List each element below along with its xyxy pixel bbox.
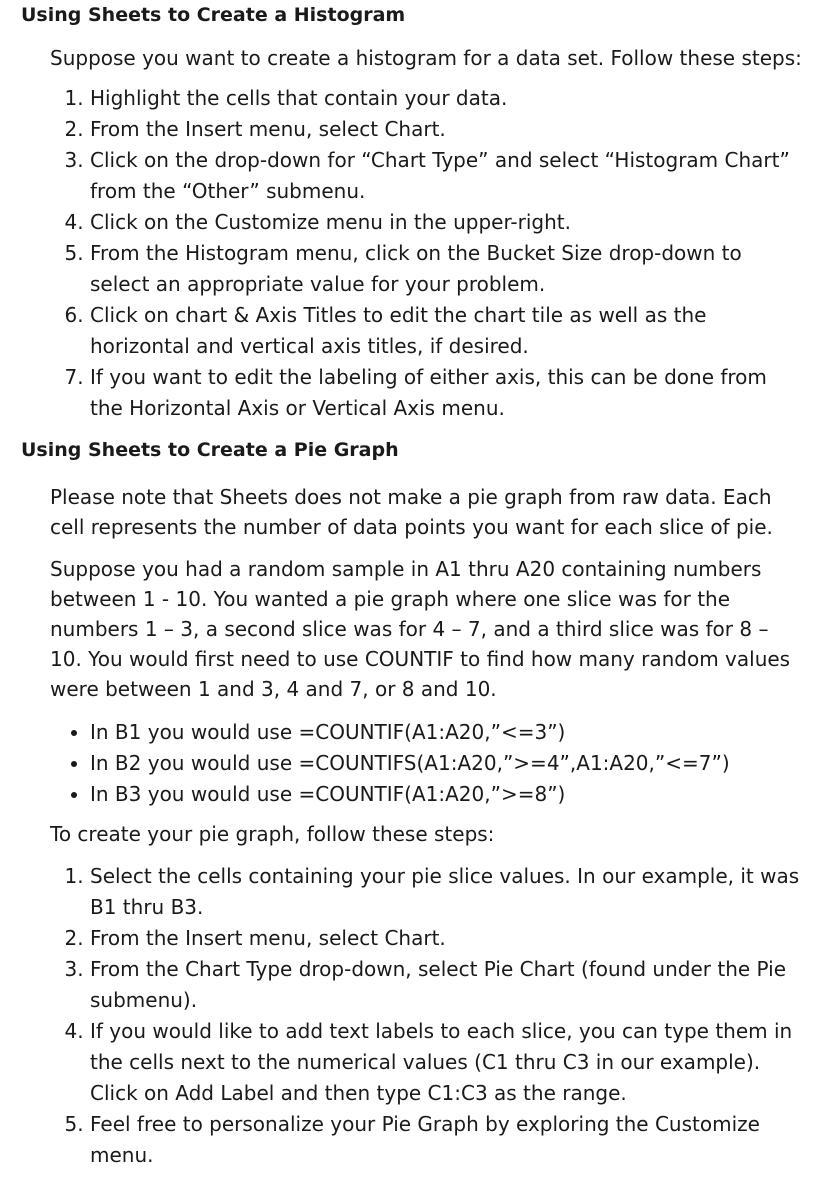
- histogram-step-4: 4. Click on the Customize menu in the upper-right.: [90, 207, 806, 238]
- pie-step-2: 2. From the Insert menu, select Chart.: [90, 923, 806, 954]
- histogram-step-3: 3. Click on the drop-down for “Chart Type” and select “Histogram Chart” from the “Other” submenu.: [90, 145, 806, 207]
- histogram-step-6: 6. Click on chart & Axis Titles to edit the chart tile as well as the horizontal and vertical axis titles, if desired.: [90, 300, 806, 362]
- formula-b1: • In B1 you would use =COUNTIF(A1:A20,”<=3”): [90, 717, 806, 748]
- pie-heading: Using Sheets to Create a Pie Graph: [21, 439, 399, 461]
- formula-b2: • In B2 you would use =COUNTIFS(A1:A20,”>=4”,A1:A20,”<=7”): [90, 748, 806, 779]
- pie-step-4: 4. If you would like to add text labels to each slice, you can type them in the cells next to the numerical values (C1 thru C3 in our example). Click on Add Label and then type C1:C3 as the range.: [90, 1016, 806, 1109]
- countif-formula-list: [50, 717, 806, 810]
- histogram-heading: Using Sheets to Create a Histogram: [21, 4, 406, 26]
- pie-note: Please note that Sheets does not make a pie graph from raw data. Each cell represents the number of data points you want for each slice of pie.: [50, 485, 773, 539]
- pie-step-3: 3. From the Chart Type drop-down, select Pie Chart (found under the Pie submenu).: [90, 954, 806, 1016]
- pie-steps-list: [50, 861, 806, 1171]
- histogram-step-1: 1. Highlight the cells that contain your data.: [90, 83, 806, 114]
- histogram-step-5: 5. From the Histogram menu, click on the Bucket Size drop-down to select an appropriate value for your problem.: [90, 238, 806, 300]
- pie-step-5: 5. Feel free to personalize your Pie Graph by exploring the Customize menu.: [90, 1109, 806, 1171]
- formula-b3: • In B3 you would use =COUNTIF(A1:A20,”>=8”): [90, 779, 806, 810]
- pie-step-1: 1. Select the cells containing your pie slice values. In our example, it was B1 thru B3.: [90, 861, 806, 923]
- pie-sample-description: Suppose you had a random sample in A1 thru A20 containing numbers between 1 - 10. You wanted a pie graph where one slice was for the numbers 1 – 3, a second slice was for 4 – 7, and a third slice was for 8 – 10. You would first need to use COUNTIF to find how many random values were between 1 and 3, 4 and 7, or 8 and 10.: [50, 557, 791, 701]
- histogram-step-7: 7. If you want to edit the labeling of either axis, this can be done from the Horizontal Axis or Vertical Axis menu.: [90, 362, 806, 424]
- histogram-intro: Suppose you want to create a histogram for a data set. Follow these steps:: [50, 46, 802, 70]
- histogram-section: [21, 43, 806, 424]
- pie-section: [21, 482, 806, 1171]
- histogram-steps-list: [50, 83, 806, 424]
- pie-steps-intro: To create your pie graph, follow these steps:: [50, 822, 495, 846]
- histogram-step-2: 2. From the Insert menu, select Chart.: [90, 114, 806, 145]
